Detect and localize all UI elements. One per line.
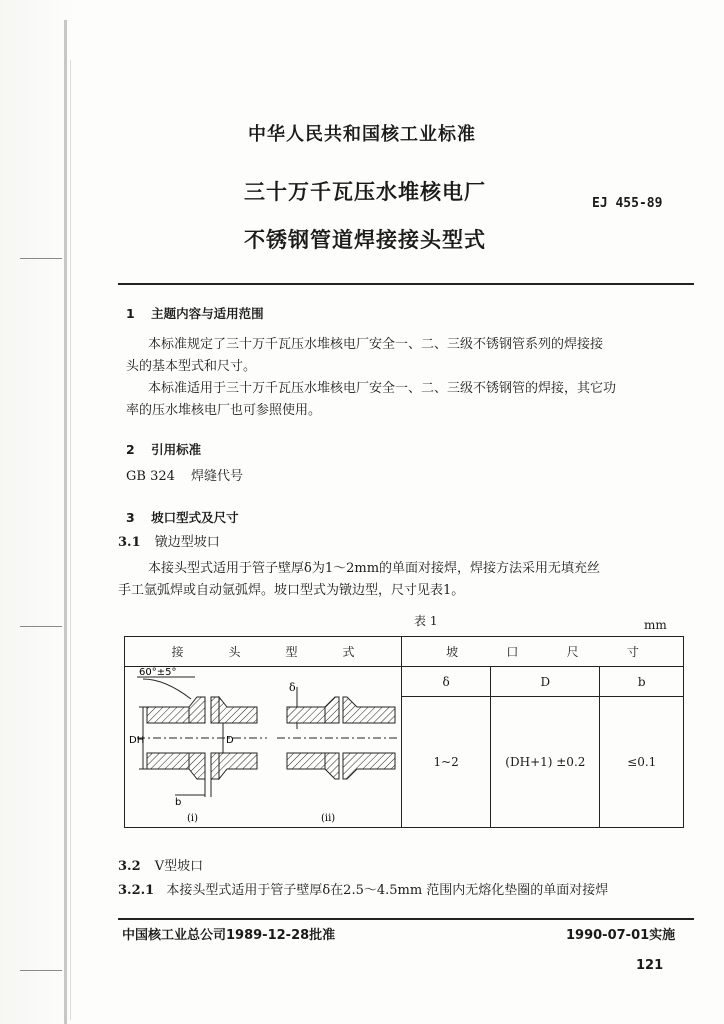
- section-3-heading: [126, 508, 239, 526]
- subsection-3-2-1-line: [118, 880, 608, 902]
- header-char: 头: [228, 645, 241, 659]
- table-unit: mm: [644, 618, 667, 632]
- subsection-3-1-heading: [118, 532, 220, 554]
- margin-tick: [20, 970, 62, 971]
- joint-cross-section-figure: [125, 667, 401, 827]
- thickness-label: δ: [289, 681, 296, 694]
- approval-line: 中国核工业总公司1989-12-28批准: [122, 928, 336, 943]
- subsection-title: 镦边型坡口: [154, 535, 220, 550]
- header-char: 寸: [626, 645, 639, 659]
- header-char: 口: [506, 645, 519, 659]
- figure-ii-label: (ii): [321, 813, 336, 824]
- header-char: 坡: [446, 645, 459, 659]
- joint-figure-cell: [125, 667, 402, 828]
- document-title-line2: 不锈钢管道焊接接头型式: [244, 228, 486, 252]
- groove-d-label: D: [226, 735, 234, 746]
- subsection-number: 3.2: [118, 859, 141, 874]
- table-subheader-row: [125, 667, 684, 697]
- header-char: 接: [171, 645, 184, 659]
- value-d: (DH+1) ±0.2: [491, 697, 600, 828]
- paragraph-line: 头的基本型式和尺寸。: [126, 359, 257, 374]
- figure-i-label: (i): [187, 813, 199, 824]
- standard-code: EJ 455-89: [592, 196, 663, 211]
- margin-tick: [20, 626, 62, 627]
- header-rule: [118, 283, 694, 285]
- groove-dimension-table: [124, 636, 684, 828]
- effective-date-line: 1990-07-01实施: [566, 928, 676, 943]
- gap-b-label: b: [175, 797, 182, 808]
- diameter-label: DH: [129, 735, 145, 746]
- margin-tick: [20, 258, 62, 259]
- section-1-heading: [126, 304, 264, 322]
- section-number: 1: [126, 306, 135, 321]
- subheader-delta: δ: [402, 667, 491, 697]
- header-char: 型: [285, 645, 298, 659]
- reference-standard: [126, 466, 243, 488]
- document-title-line1: 三十万千瓦压水堆核电厂: [244, 180, 486, 204]
- reference-name: 焊缝代号: [191, 469, 244, 484]
- header-char: 式: [342, 645, 355, 659]
- table-header-row: [125, 637, 684, 667]
- binding-edge-line: [64, 20, 67, 1024]
- table-caption: 表 1: [414, 614, 438, 628]
- section-title: 主题内容与适用范围: [151, 306, 264, 321]
- section-number: 2: [126, 442, 135, 457]
- reference-code: GB 324: [126, 469, 175, 484]
- binding-edge-line-inner: [70, 60, 71, 1020]
- value-delta: 1~2: [402, 697, 491, 828]
- subheader-d: D: [491, 667, 600, 697]
- header-char: 尺: [566, 645, 579, 659]
- figure-ii-flanged-joint: [277, 687, 399, 779]
- section-number: 3: [126, 510, 135, 525]
- paragraph-line: 本接头型式适用于管子壁厚δ为1～2mm的单面对接焊，焊接方法采用无填充丝: [148, 561, 601, 576]
- paragraph-line: 本标准适用于三十万千瓦压水堆核电厂安全一、二、三级不锈钢管的焊接，其它功: [148, 381, 617, 396]
- page-number: 121: [636, 958, 664, 973]
- paragraph-line: 率的压水堆核电厂也可参照使用。: [126, 403, 322, 418]
- standard-organization-title: 中华人民共和国核工业标准: [248, 124, 476, 145]
- subsection-title: V型坡口: [154, 859, 204, 874]
- section-title: 引用标准: [151, 442, 202, 457]
- section-title: 坡口型式及尺寸: [151, 510, 239, 525]
- header-groove-size: [402, 637, 684, 667]
- subheader-b: b: [600, 667, 684, 697]
- subsection-number: 3.2.1: [118, 883, 155, 898]
- subsection-3-2-heading: [118, 856, 203, 878]
- figure-i-flanged-joint: [137, 677, 267, 797]
- paragraph-text: 本接头型式适用于管子壁厚δ在2.5～4.5mm 范围内无熔化垫圈的单面对接焊: [166, 883, 609, 898]
- section-2-heading: [126, 440, 201, 458]
- paragraph-line: 本标准规定了三十万千瓦压水堆核电厂安全一、二、三级不锈钢管系列的焊接接: [148, 337, 604, 352]
- paragraph-line: 手工氩弧焊或自动氩弧焊。坡口型式为镦边型，尺寸见表1。: [118, 583, 465, 598]
- value-b: ≤0.1: [600, 697, 684, 828]
- subsection-number: 3.1: [118, 535, 141, 550]
- footer-rule: [118, 918, 694, 920]
- header-joint-type: [125, 637, 402, 667]
- angle-label: 60°±5°: [139, 667, 177, 678]
